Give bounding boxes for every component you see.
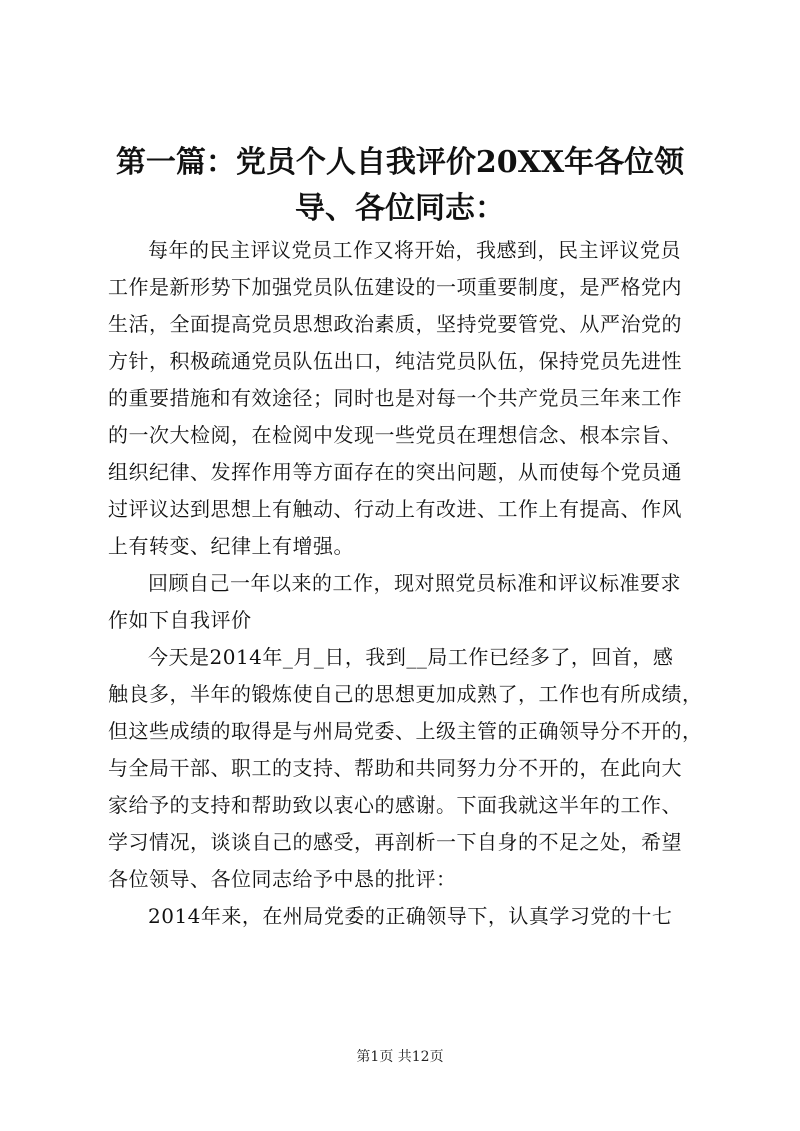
body-line: 的一次大检阅，在检阅中发现一些党员在理想信念、根本宗旨、 — [108, 423, 682, 447]
body-line: 各位领导、各位同志给予中恳的批评： — [108, 867, 457, 891]
document-body — [108, 232, 708, 935]
body-line: 工作是新形势下加强党员队伍建设的一项重要制度，是严格党内 — [108, 275, 682, 299]
body-line: 作如下自我评价 — [108, 608, 252, 632]
body-line: 组织纪律、发挥作用等方面存在的突出问题，从而使每个党员通 — [108, 460, 682, 484]
title-line: 导、各位同志： — [295, 191, 505, 226]
title-line: 第一篇：党员个人自我评价20XX年各位领 — [115, 145, 685, 180]
body-line: 回顾自己一年以来的工作，现对照党员标准和评议标准要求 — [148, 571, 681, 595]
body-line: 2014年来，在州局党委的正确领导下，认真学习党的十七 — [148, 904, 673, 928]
body-line: 上有转变、纪律上有增强。 — [108, 534, 354, 558]
body-line: 但这些成绩的取得是与州局党委、上级主管的正确领导分不开的， — [108, 719, 703, 743]
body-line: 生活，全面提高党员思想政治素质，坚持党要管党、从严治党的 — [108, 312, 682, 336]
body-line: 学习情况，谈谈自己的感受，再剖析一下自身的不足之处，希望 — [108, 830, 682, 854]
body-line: 方针，积极疏通党员队伍出口，纯洁党员队伍，保持党员先进性 — [108, 349, 682, 373]
body-line: 触良多，半年的锻炼使自己的思想更加成熟了，工作也有所成绩， — [108, 682, 703, 706]
body-line: 过评议达到思想上有触动、行动上有改进、工作上有提高、作风 — [108, 497, 682, 521]
body-line: 家给予的支持和帮助致以衷心的感谢。下面我就这半年的工作、 — [108, 793, 682, 817]
document-title — [100, 140, 700, 232]
body-line: 每年的民主评议党员工作又将开始，我感到，民主评议党员 — [148, 238, 681, 262]
body-line: 与全局干部、职工的支持、帮助和共同努力分不开的，在此向大 — [108, 756, 682, 780]
body-line: 的重要措施和有效途径；同时也是对每一个共产党员三年来工作 — [108, 386, 682, 410]
body-line: 今天是2014年_月_日，我到__局工作已经多了，回首，感 — [148, 645, 674, 669]
page-footer: 第1页 共12页 — [356, 1049, 444, 1065]
